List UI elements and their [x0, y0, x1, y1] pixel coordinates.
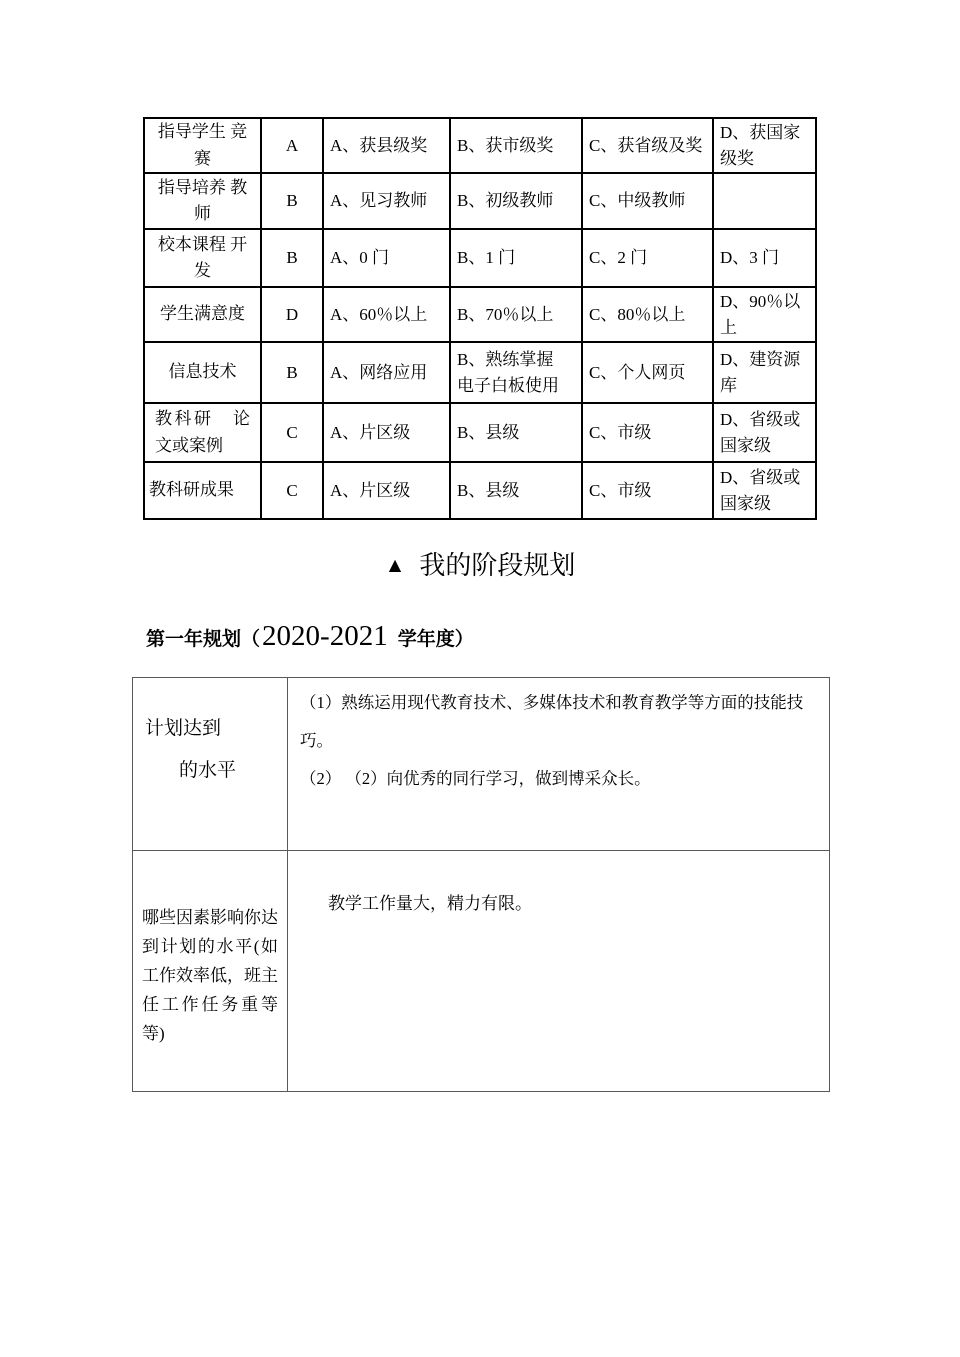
- plan-target-label-line1: 计划达到: [145, 718, 222, 739]
- option-d-cell: D、省级或国家级: [713, 462, 816, 519]
- option-c-cell: C、市级: [582, 403, 713, 462]
- option-d-cell: D、90％以上: [713, 287, 816, 342]
- plan-target-item-2: （2） （2）向优秀的同行学习，做到博采众长。: [300, 769, 651, 788]
- option-b-cell: B、县级: [450, 462, 582, 519]
- option-a-cell: A、片区级: [323, 403, 450, 462]
- option-d-cell: [713, 173, 816, 229]
- self-grade-cell: B: [261, 342, 323, 403]
- option-b-cell: B、70％以上: [450, 287, 582, 342]
- section-heading-title: 我的阶段规划: [419, 551, 576, 580]
- self-grade-cell: C: [261, 462, 323, 519]
- plan-year-heading: [146, 616, 474, 660]
- criterion-label-cell: 学生满意度: [144, 287, 261, 342]
- option-c-cell: C、80％以上: [582, 287, 713, 342]
- self-grade-cell: C: [261, 403, 323, 462]
- evaluation-table-row: [144, 342, 816, 403]
- evaluation-table-row: [144, 462, 816, 519]
- option-a-cell: A、网络应用: [323, 342, 450, 403]
- option-c-cell: C、中级教师: [582, 173, 713, 229]
- option-d-cell: D、省级或国家级: [713, 403, 816, 462]
- evaluation-table-row: [144, 173, 816, 229]
- option-c-cell: C、个人网页: [582, 342, 713, 403]
- option-d-cell: D、获国家级奖: [713, 118, 816, 173]
- plan-year-suffix: 学年度）: [397, 629, 474, 650]
- self-grade-cell: D: [261, 287, 323, 342]
- option-b-cell: B、熟练掌握电子白板使用: [450, 342, 582, 403]
- plan-factors-label-cell: 哪些因素影响你达到计划的水平(如工作效率低，班主任工作任务重等等): [133, 851, 288, 1092]
- option-b-cell: B、初级教师: [450, 173, 582, 229]
- option-a-cell: A、片区级: [323, 462, 450, 519]
- option-a-cell: A、获县级奖: [323, 118, 450, 173]
- option-c-cell: C、2 门: [582, 229, 713, 287]
- option-c-cell: C、市级: [582, 462, 713, 519]
- plan-factors-content-cell: [288, 851, 830, 1092]
- evaluation-table-row: [144, 118, 816, 173]
- plan-year-range: 2020-2021: [262, 620, 388, 652]
- option-b-cell: B、获市级奖: [450, 118, 582, 173]
- option-c-cell: C、获省级及奖: [582, 118, 713, 173]
- criterion-label-cell: 校本课程 开发: [144, 229, 261, 287]
- option-d-cell: D、3 门: [713, 229, 816, 287]
- evaluation-table: [143, 117, 817, 520]
- evaluation-table-body: [144, 118, 816, 519]
- self-grade-cell: B: [261, 173, 323, 229]
- plan-year-label: 第一年规划: [146, 629, 242, 650]
- plan-table-row-target-level: [133, 678, 830, 851]
- evaluation-table-row: [144, 229, 816, 287]
- option-d-cell: D、建资源库: [713, 342, 816, 403]
- option-a-cell: A、见习教师: [323, 173, 450, 229]
- self-grade-cell: B: [261, 229, 323, 287]
- criterion-label-cell: 信息技术: [144, 342, 261, 403]
- plan-table-row-factors: [133, 851, 830, 1092]
- criterion-label-cell: 教科研 论文或案例: [144, 403, 261, 462]
- plan-factors-content: 教学工作量大，精力有限。: [328, 894, 532, 913]
- evaluation-table-row: [144, 287, 816, 342]
- option-a-cell: A、60％以上: [323, 287, 450, 342]
- option-b-cell: B、1 门: [450, 229, 582, 287]
- criterion-label-cell: 指导培养 教师: [144, 173, 261, 229]
- option-a-cell: A、0 门: [323, 229, 450, 287]
- plan-target-item-1: （1）熟练运用现代教育技术、多媒体技术和教育教学等方面的技能技巧。: [300, 693, 804, 750]
- plan-table: [132, 677, 830, 1092]
- plan-target-label-cell: [133, 678, 288, 851]
- evaluation-table-row: [144, 403, 816, 462]
- self-grade-cell: A: [261, 118, 323, 173]
- criterion-label-cell: 指导学生 竞赛: [144, 118, 261, 173]
- plan-target-label-line2: 的水平: [179, 760, 237, 781]
- section-heading: [0, 545, 960, 582]
- plan-year-open-paren: （: [241, 629, 261, 650]
- option-b-cell: B、县级: [450, 403, 582, 462]
- criterion-label-cell: 教科研成果: [144, 462, 261, 519]
- plan-target-content-cell: [288, 678, 830, 851]
- triangle-marker-icon: ▲: [384, 553, 406, 577]
